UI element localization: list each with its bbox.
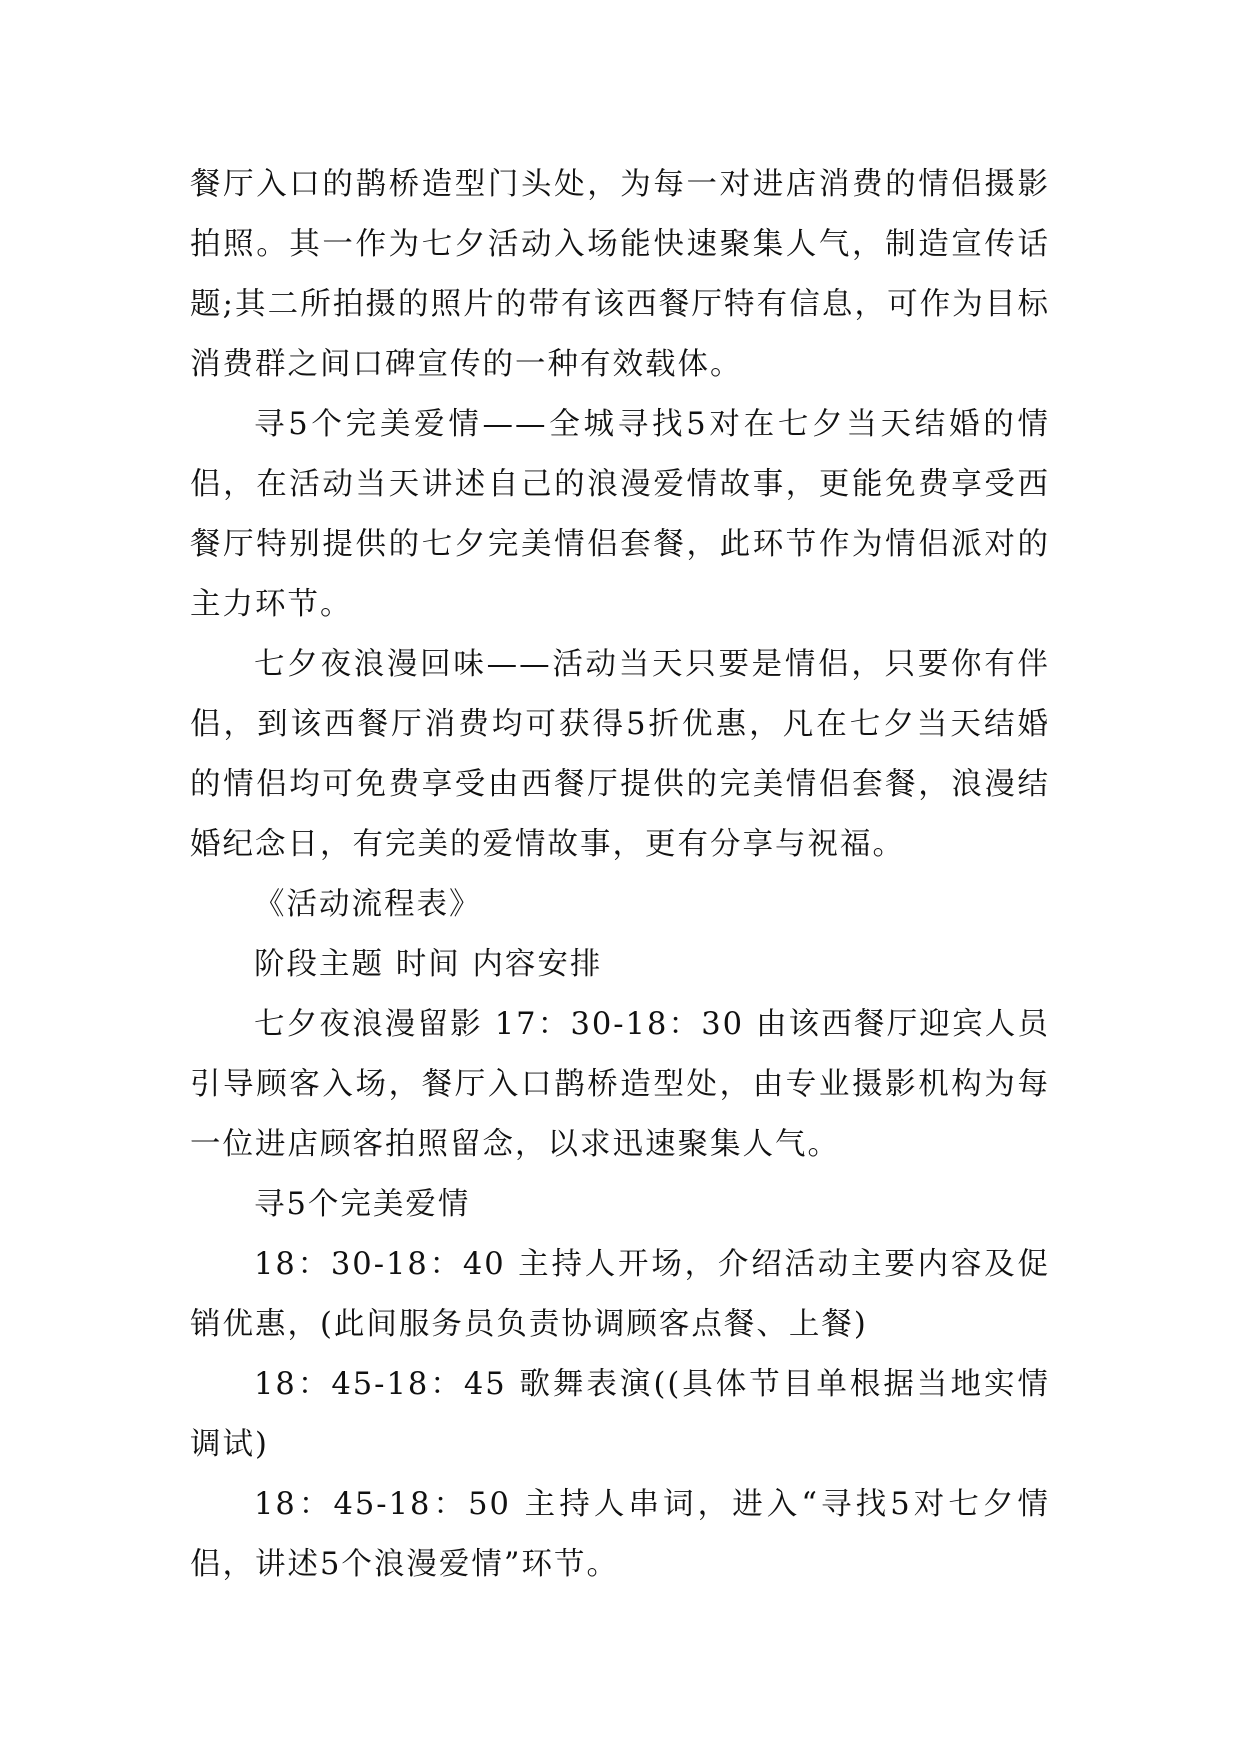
schedule-item-host-transition: 18：45-18：50 主持人串词，进入“寻找5对七夕情侣，讲述5个浪漫爱情”环节。	[190, 1487, 1050, 1582]
paragraph-romantic-night: 七夕夜浪漫回味——活动当天只要是情侣，只要你有伴侣，到该西餐厅消费均可获得5折优惠，凡在七夕当天结婚的情侣均可免费享受由西餐厅提供的完美情侣套餐，浪漫结婚纪念日，有完美的爱情故事，更有分享与祝福。	[190, 647, 1050, 862]
schedule-item-performance: 18：45-18：45 歌舞表演((具体节目单根据当地实情调试)	[190, 1367, 1050, 1462]
schedule-item-opening: 18：30-18：40 主持人开场，介绍活动主要内容及促销优惠，(此间服务员负责协调顾客点餐、上餐)	[190, 1247, 1050, 1342]
schedule-header: 阶段主题 时间 内容安排	[254, 947, 603, 982]
schedule-item-photo: 七夕夜浪漫留影 17：30-18：30 由该西餐厅迎宾人员引导顾客入场，餐厅入口鹊桥造型处，由专业摄影机构为每一位进店顾客拍照留念，以求迅速聚集人气。	[190, 1007, 1050, 1162]
schedule-title: 《活动流程表》	[254, 887, 482, 922]
paragraph-photo-description: 餐厅入口的鹊桥造型门头处，为每一对进店消费的情侣摄影拍照。其一作为七夕活动入场能快速聚集人气，制造宣传话题;其二所拍摄的照片的带有该西餐厅特有信息，可作为目标消费群之间口碑宣传的一种有效载体。	[190, 167, 1050, 382]
document-body	[190, 155, 1050, 1595]
paragraph-five-perfect-loves: 寻5个完美爱情——全城寻找5对在七夕当天结婚的情侣，在活动当天讲述自己的浪漫爱情故事，更能免费享受西餐厅特别提供的七夕完美情侣套餐，此环节作为情侣派对的主力环节。	[190, 407, 1050, 622]
schedule-item-five-loves: 寻5个完美爱情	[254, 1187, 471, 1222]
